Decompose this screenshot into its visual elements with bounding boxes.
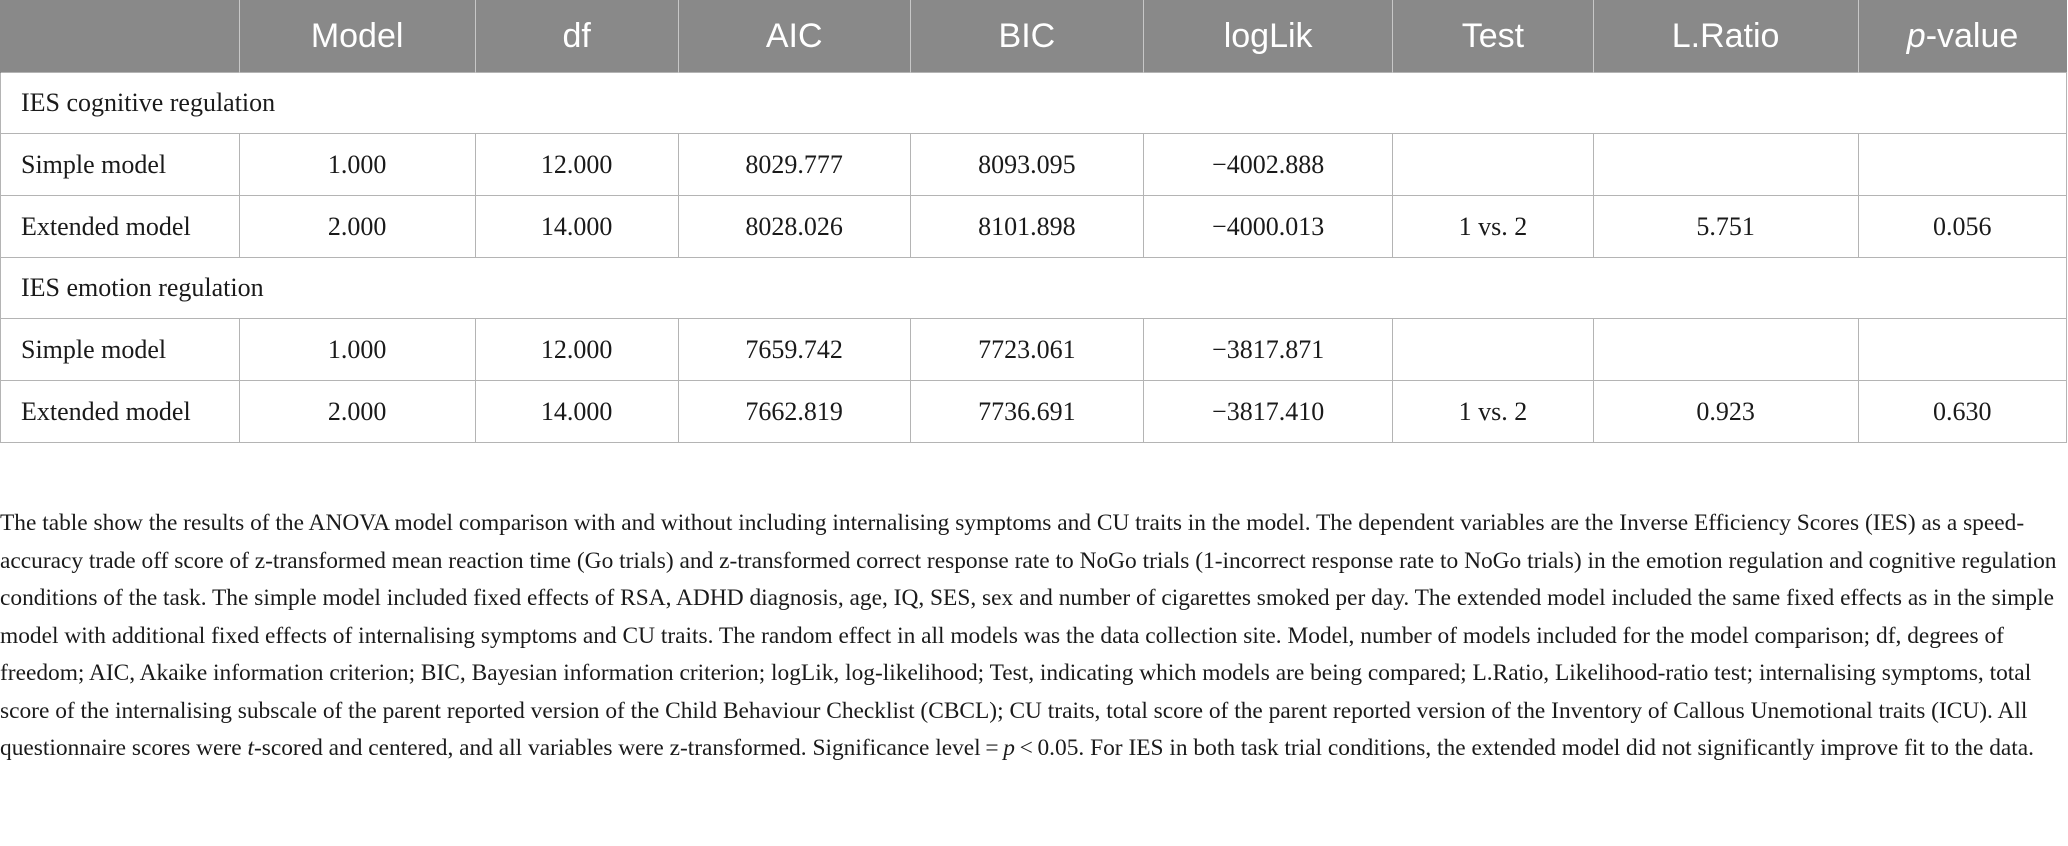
cell-lratio: 0.923 <box>1593 381 1858 443</box>
cell-loglik: −4002.888 <box>1144 134 1393 196</box>
cell-df: 12.000 <box>475 319 678 381</box>
caption-part-2: -scored and centered, and all variables were z-transformed. Significance level = <box>253 735 1004 761</box>
header-pvalue-rest: -value <box>1925 16 2019 55</box>
section-title-cognitive: IES cognitive regulation <box>1 73 2067 134</box>
row-label: Extended model <box>1 196 240 258</box>
header-blank <box>1 0 240 73</box>
table-row <box>1 381 2067 443</box>
table-row <box>1 319 2067 381</box>
caption-p-italic: p <box>1003 735 1015 761</box>
section-row <box>1 258 2067 319</box>
caption-t-italic: t <box>247 735 254 761</box>
cell-loglik: −3817.410 <box>1144 381 1393 443</box>
caption-part-3: < 0.05. For IES in both task trial conditions, the extended model did not significantly improve fit to the data. <box>1014 735 2035 761</box>
row-label: Simple model <box>1 319 240 381</box>
cell-model: 2.000 <box>239 381 475 443</box>
row-label: Extended model <box>1 381 240 443</box>
header-bic: BIC <box>910 0 1143 73</box>
header-test: Test <box>1393 0 1593 73</box>
section-row <box>1 73 2067 134</box>
cell-aic: 8028.026 <box>678 196 910 258</box>
cell-test <box>1393 319 1593 381</box>
header-loglik: logLik <box>1144 0 1393 73</box>
header-pvalue-italic: p <box>1906 16 1926 55</box>
cell-loglik: −3817.871 <box>1144 319 1393 381</box>
header-lratio: L.Ratio <box>1593 0 1858 73</box>
cell-pvalue <box>1858 319 2066 381</box>
header-row <box>1 0 2067 73</box>
cell-lratio: 5.751 <box>1593 196 1858 258</box>
cell-bic: 8093.095 <box>910 134 1143 196</box>
cell-aic: 7662.819 <box>678 381 910 443</box>
cell-df: 14.000 <box>475 196 678 258</box>
cell-model: 1.000 <box>239 134 475 196</box>
cell-model: 2.000 <box>239 196 475 258</box>
table-row <box>1 134 2067 196</box>
cell-aic: 8029.777 <box>678 134 910 196</box>
cell-df: 12.000 <box>475 134 678 196</box>
row-label: Simple model <box>1 134 240 196</box>
cell-test: 1 vs. 2 <box>1393 381 1593 443</box>
header-df: df <box>475 0 678 73</box>
cell-bic: 7723.061 <box>910 319 1143 381</box>
cell-bic: 7736.691 <box>910 381 1143 443</box>
cell-pvalue <box>1858 134 2066 196</box>
cell-df: 14.000 <box>475 381 678 443</box>
cell-loglik: −4000.013 <box>1144 196 1393 258</box>
cell-test <box>1393 134 1593 196</box>
cell-lratio <box>1593 319 1858 381</box>
header-aic: AIC <box>678 0 910 73</box>
cell-pvalue: 0.630 <box>1858 381 2066 443</box>
header-pvalue <box>1858 0 2066 73</box>
cell-lratio <box>1593 134 1858 196</box>
header-model: Model <box>239 0 475 73</box>
cell-pvalue: 0.056 <box>1858 196 2066 258</box>
cell-test: 1 vs. 2 <box>1393 196 1593 258</box>
section-title-emotion: IES emotion regulation <box>1 258 2067 319</box>
table-caption <box>0 505 2064 768</box>
cell-aic: 7659.742 <box>678 319 910 381</box>
caption-part-1: The table show the results of the ANOVA model comparison with and without including internalising symptoms and CU traits in the model. The dependent variables are the Inverse Efficiency Scores (IES) as a speed-accuracy trade off score of z-transformed mean reaction time (Go trials) and z-transformed correct response rate to NoGo trials (1-incorrect response rate to NoGo trials) in the emotion regulation and cognitive regulation conditions of the task. The simple model included fixed effects of RSA, ADHD diagnosis, age, IQ, SES, sex and number of cigarettes smoked per day. The extended model included the same fixed effects as in the simple model with additional fixed effects of internalising symptoms and CU traits. The random effect in all models was the data collection site. Model, number of models included for the model comparison; df, degrees of freedom; AIC, Akaike information criterion; BIC, Bayesian information criterion; logLik, log-likelihood; Test, indicating which models are being compared; L.Ratio, Likelihood-ratio test; internalising symptoms, total score of the internalising subscale of the parent reported version of the Child Behaviour Checklist (CBCL); CU traits, total score of the parent reported version of the Inventory of Callous Unemotional traits (ICU). All questionnaire scores were <box>0 510 2057 761</box>
cell-model: 1.000 <box>239 319 475 381</box>
table-row <box>1 196 2067 258</box>
cell-bic: 8101.898 <box>910 196 1143 258</box>
